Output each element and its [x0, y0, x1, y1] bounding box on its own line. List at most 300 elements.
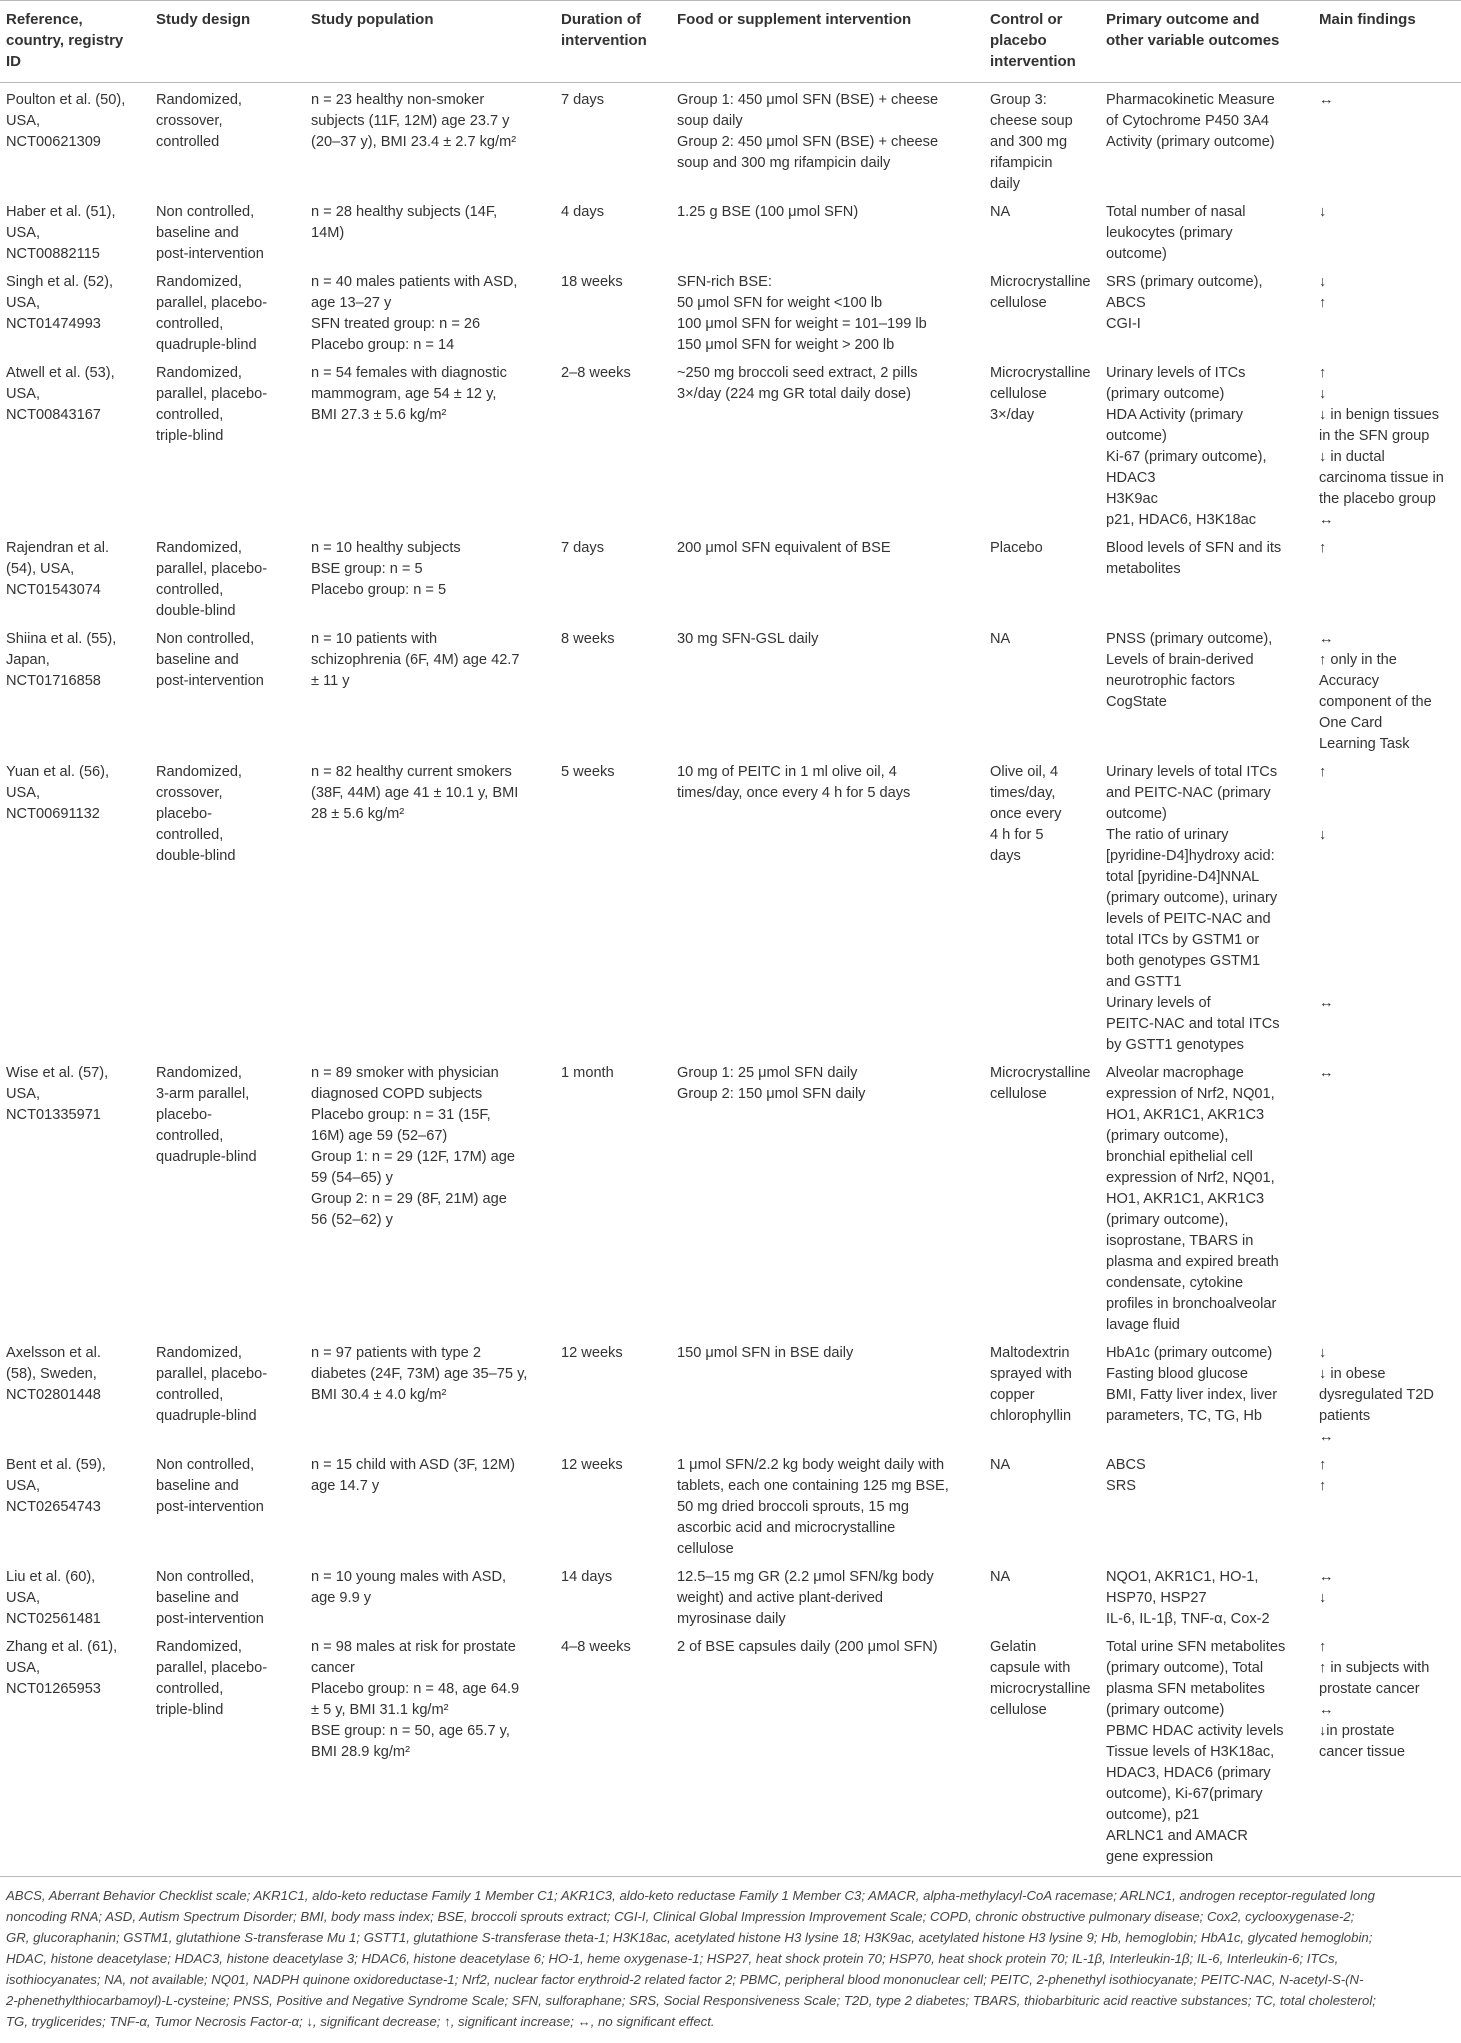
cell-line: [1319, 909, 1455, 930]
cell-outcomes: [1100, 1056, 1313, 1336]
cell-reference: [0, 1336, 150, 1448]
cell-line: USA,: [6, 225, 41, 241]
cell-control: [984, 1448, 1100, 1560]
cell-line: once every: [990, 806, 1062, 822]
cell-line: NCT00691132: [6, 806, 100, 822]
header-line: Control or: [990, 11, 1063, 28]
cell-line: 1.25 g BSE (100 μmol SFN): [677, 204, 859, 220]
cell-line: of Cytochrome P450 3A4: [1106, 113, 1270, 129]
cell-line: crossover,: [156, 785, 223, 801]
cell-line: Randomized,: [156, 274, 242, 290]
cell-control: [984, 755, 1100, 1056]
header-line: Food or supplement intervention: [677, 11, 912, 28]
cell-line: Randomized,: [156, 365, 242, 381]
cell-duration: [555, 265, 671, 356]
cell-line: triple-blind: [156, 1702, 224, 1718]
cell-line: [1319, 972, 1455, 993]
cell-line: and PEITC-NAC (primary: [1106, 785, 1271, 801]
cell-line: plasma SFN metabolites: [1106, 1681, 1265, 1697]
cell-line: USA,: [6, 1660, 41, 1676]
cell-line: H3K9ac: [1106, 491, 1158, 507]
cell-line: n = 15 child with ASD (3F, 12M): [311, 1457, 515, 1473]
cell-line: Randomized,: [156, 92, 242, 108]
header-study-design: [150, 1, 305, 83]
cell-line: leukocytes (primary: [1106, 225, 1233, 241]
cell-intervention: [671, 755, 984, 1056]
cell-line: expression of Nrf2, NQ01,: [1106, 1170, 1275, 1186]
cell-line: Group 2: 450 μmol SFN (BSE) + cheese: [677, 134, 939, 150]
cell-intervention: [671, 83, 984, 196]
cell-line: ↑: [1319, 764, 1327, 780]
cell-outcomes: [1100, 83, 1313, 196]
cell-line: Microcrystalline: [990, 1065, 1091, 1081]
cell-line: 3×/day (224 mg GR total daily dose): [677, 386, 912, 402]
cell-line: ↔: [1319, 1569, 1334, 1585]
cell-duration: [555, 1336, 671, 1448]
cell-line: post-intervention: [156, 246, 264, 262]
cell-line: cancer: [311, 1660, 355, 1676]
cell-study-population: [305, 1056, 555, 1336]
cell-line: age 9.9 y: [311, 1590, 372, 1606]
cell-outcomes: [1100, 356, 1313, 531]
cell-line: parameters, TC, TG, Hb: [1106, 1408, 1262, 1424]
cell-line: levels of PEITC-NAC and: [1106, 911, 1271, 927]
cell-line: parallel, placebo-: [156, 1660, 268, 1676]
cell-line: Japan,: [6, 652, 50, 668]
cell-line: ↔: [1319, 92, 1334, 108]
cell-line: controlled: [156, 134, 220, 150]
cell-line: SRS: [1106, 1478, 1137, 1494]
header-line: placebo: [990, 32, 1047, 49]
footnote-line: TG, tryglicerides; TNF-α, Tumor Necrosis Factor-α; ↓, significant decrease; ↑, significant increase; ↔, no significant effect.: [6, 2014, 715, 2029]
cell-reference: [0, 265, 150, 356]
cell-line: Randomized,: [156, 540, 242, 556]
cell-line: NA: [990, 631, 1011, 647]
cell-line: NA: [990, 1457, 1011, 1473]
cell-line: ↑: [1319, 365, 1327, 381]
cell-line: 1 μmol SFN/2.2 kg body weight daily with: [677, 1457, 945, 1473]
cell-findings: [1313, 1056, 1461, 1336]
cell-study-design: [150, 1560, 305, 1630]
cell-line: post-intervention: [156, 1611, 264, 1627]
cell-duration: [555, 755, 671, 1056]
footnote-line: GR, glucoraphanin; GSTM1, glutathione S-transferase Mu 1; GSTT1, glutathione S-transferase theta-1; H3K18ac, acetylated histone H3 lysine 18; H3K9ac, acetylated histone H3 lysine 9; Hb, hemoglobin; HbA1c, glycated hemoglobin;: [6, 1930, 1373, 1945]
cell-line: ↑: [1319, 540, 1327, 556]
cell-line: 5 weeks: [561, 764, 615, 780]
cell-line: SRS (primary outcome),: [1106, 274, 1263, 290]
cell-line: 59 (54–65) y: [311, 1170, 393, 1186]
cell-line: outcome): [1106, 428, 1167, 444]
cell-study-design: [150, 755, 305, 1056]
cell-line: 3×/day: [990, 407, 1035, 423]
cell-line: BMI 28.9 kg/m²: [311, 1744, 410, 1760]
cell-line: ↓: [1319, 1345, 1327, 1361]
cell-line: ↔: [1319, 1702, 1334, 1718]
cell-findings: [1313, 622, 1461, 755]
cell-line: Wise et al. (57),: [6, 1065, 109, 1081]
cell-duration: [555, 195, 671, 265]
cell-line: n = 10 young males with ASD,: [311, 1569, 507, 1585]
cell-line: [1319, 804, 1455, 825]
cell-line: Alveolar macrophage: [1106, 1065, 1244, 1081]
cell-line: cellulose: [990, 295, 1047, 311]
cell-line: neurotrophic factors: [1106, 673, 1235, 689]
cell-line: PNSS (primary outcome),: [1106, 631, 1273, 647]
cell-line: Urinary levels of ITCs: [1106, 365, 1246, 381]
cell-control: [984, 1630, 1100, 1876]
cell-reference: [0, 1560, 150, 1630]
cell-line: 14M): [311, 225, 345, 241]
cell-outcomes: [1100, 1560, 1313, 1630]
cell-line: USA,: [6, 386, 41, 402]
cell-line: (primary outcome), urinary: [1106, 890, 1278, 906]
cell-line: Shiina et al. (55),: [6, 631, 117, 647]
cell-line: cellulose: [990, 1702, 1047, 1718]
cell-line: ± 11 y: [311, 673, 350, 689]
cell-line: Levels of brain-derived: [1106, 652, 1254, 668]
cell-line: NCT01265953: [6, 1681, 101, 1697]
cell-line: quadruple-blind: [156, 1149, 257, 1165]
cell-line: in the SFN group: [1319, 428, 1430, 444]
cell-line: Atwell et al. (53),: [6, 365, 115, 381]
cell-line: n = 10 patients with: [311, 631, 438, 647]
cell-line: NCT02801448: [6, 1387, 101, 1403]
cell-line: soup daily: [677, 113, 743, 129]
cell-line: triple-blind: [156, 428, 224, 444]
cell-line: gene expression: [1106, 1849, 1214, 1865]
cell-line: Fasting blood glucose: [1106, 1366, 1248, 1382]
cell-line: age 13–27 y: [311, 295, 392, 311]
cell-line: Maltodextrin: [990, 1345, 1070, 1361]
cell-line: outcome): [1106, 246, 1167, 262]
cell-line: 10 mg of PEITC in 1 ml olive oil, 4: [677, 764, 897, 780]
cell-line: ↑: [1319, 1478, 1327, 1494]
cell-line: CGI-I: [1106, 316, 1141, 332]
cell-line: Non controlled,: [156, 1569, 255, 1585]
cell-line: (primary outcome): [1106, 386, 1225, 402]
cell-line: outcome): [1106, 806, 1167, 822]
cell-findings: [1313, 1448, 1461, 1560]
cell-outcomes: [1100, 1448, 1313, 1560]
cell-reference: [0, 1056, 150, 1336]
cell-line: 4 h for 5: [990, 827, 1044, 843]
cell-line: ↔: [1319, 1429, 1334, 1445]
cell-line: n = 98 males at risk for prostate: [311, 1639, 516, 1655]
cell-line: HbA1c (primary outcome): [1106, 1345, 1273, 1361]
cell-line: carcinoma tissue in: [1319, 470, 1444, 486]
cell-control: [984, 531, 1100, 622]
table-row: [0, 1056, 1461, 1336]
cell-line: controlled,: [156, 1681, 224, 1697]
cell-line: post-intervention: [156, 1499, 264, 1515]
cell-outcomes: [1100, 1336, 1313, 1448]
cell-study-population: [305, 356, 555, 531]
cell-line: ↓ in ductal: [1319, 449, 1385, 465]
cell-duration: [555, 83, 671, 196]
cell-line: NCT01474993: [6, 316, 101, 332]
cell-control: [984, 356, 1100, 531]
cell-line: baseline and: [156, 1478, 239, 1494]
cell-line: baseline and: [156, 225, 239, 241]
cell-control: [984, 83, 1100, 196]
cell-line: ↓: [1319, 204, 1327, 220]
cell-line: Pharmacokinetic Measure: [1106, 92, 1275, 108]
cell-line: BMI 27.3 ± 5.6 kg/m²: [311, 407, 447, 423]
cell-intervention: [671, 356, 984, 531]
cell-duration: [555, 1560, 671, 1630]
cell-study-design: [150, 265, 305, 356]
cell-line: age 14.7 y: [311, 1478, 380, 1494]
cell-line: Rajendran et al.: [6, 540, 110, 556]
cell-reference: [0, 1448, 150, 1560]
cell-line: cancer tissue: [1319, 1744, 1405, 1760]
cell-line: post-intervention: [156, 673, 264, 689]
cell-outcomes: [1100, 622, 1313, 755]
cell-line: 12 weeks: [561, 1457, 623, 1473]
cell-line: Randomized,: [156, 1065, 242, 1081]
cell-line: subjects (11F, 12M) age 23.7 y: [311, 113, 510, 129]
header-line: Duration of: [561, 11, 641, 28]
cell-duration: [555, 1056, 671, 1336]
cell-line: 150 μmol SFN in BSE daily: [677, 1345, 854, 1361]
cell-findings: [1313, 755, 1461, 1056]
cell-line: chlorophyllin: [990, 1408, 1072, 1424]
cell-line: Non controlled,: [156, 631, 255, 647]
cell-study-population: [305, 755, 555, 1056]
cell-line: BSE group: n = 5: [311, 561, 423, 577]
cell-duration: [555, 356, 671, 531]
cell-line: (58), Sweden,: [6, 1366, 97, 1382]
cell-study-design: [150, 195, 305, 265]
cell-line: 2–8 weeks: [561, 365, 631, 381]
cell-line: ~250 mg broccoli seed extract, 2 pills: [677, 365, 918, 381]
cell-line: Non controlled,: [156, 1457, 255, 1473]
cell-line: copper: [990, 1387, 1035, 1403]
cell-line: 30 mg SFN-GSL daily: [677, 631, 819, 647]
header-line: Reference,: [6, 11, 83, 28]
cell-line: Olive oil, 4: [990, 764, 1059, 780]
cell-line: outcome), Ki-67(primary: [1106, 1786, 1263, 1802]
cell-study-population: [305, 622, 555, 755]
cell-line: 56 (52–62) y: [311, 1212, 393, 1228]
cell-findings: [1313, 1336, 1461, 1448]
cell-line: Urinary levels of total ITCs: [1106, 764, 1278, 780]
cell-line: myrosinase daily: [677, 1611, 786, 1627]
cell-line: isoprostane, TBARS in: [1106, 1233, 1254, 1249]
cell-line: ↑: [1319, 295, 1327, 311]
cell-line: 12 weeks: [561, 1345, 623, 1361]
cell-line: 2 of BSE capsules daily (200 μmol SFN): [677, 1639, 938, 1655]
cell-line: PBMC HDAC activity levels: [1106, 1723, 1284, 1739]
cell-line: NCT00621309: [6, 134, 101, 150]
cell-line: both genotypes GSTM1: [1106, 953, 1261, 969]
cell-line: ↓ in benign tissues: [1319, 407, 1440, 423]
cell-line: parallel, placebo-: [156, 386, 268, 402]
cell-line: Blood levels of SFN and its: [1106, 540, 1282, 556]
cell-reference: [0, 83, 150, 196]
table-row: [0, 265, 1461, 356]
header-outcomes: [1100, 1, 1313, 83]
cell-findings: [1313, 195, 1461, 265]
cell-line: the placebo group: [1319, 491, 1436, 507]
cell-study-population: [305, 1630, 555, 1876]
cell-line: (primary outcome), Total: [1106, 1660, 1264, 1676]
cell-study-design: [150, 1336, 305, 1448]
header-duration: [555, 1, 671, 83]
cell-intervention: [671, 622, 984, 755]
cell-line: ↓: [1319, 827, 1327, 843]
cell-reference: [0, 356, 150, 531]
cell-line: PEITC-NAC and total ITCs: [1106, 1016, 1280, 1032]
cell-line: ↔: [1319, 631, 1334, 647]
cell-line: tablets, each one containing 125 mg BSE,: [677, 1478, 949, 1494]
footnote-line: 2-phenethylthiocarbamoyl)-L-cysteine; PNSS, Positive and Negative Syndrome Scale; SFN, sulforaphane; SRS, Social Responsiveness Scale; T2D, type 2 diabetes; TBARS, thiobarbituric acid reactive substances; TC, total cholesterol;: [6, 1993, 1376, 2008]
cell-control: [984, 1336, 1100, 1448]
cell-intervention: [671, 1630, 984, 1876]
cell-line: CogState: [1106, 694, 1167, 710]
header-line: Study population: [311, 11, 434, 28]
cell-line: prostate cancer: [1319, 1681, 1420, 1697]
cell-line: ↓in prostate: [1319, 1723, 1395, 1739]
cell-line: ↔: [1319, 995, 1334, 1011]
cell-line: schizophrenia (6F, 4M) age 42.7: [311, 652, 520, 668]
cell-line: cheese soup: [990, 113, 1073, 129]
cell-line: USA,: [6, 785, 41, 801]
cell-line: Poulton et al. (50),: [6, 92, 126, 108]
table-row: [0, 622, 1461, 755]
cell-intervention: [671, 265, 984, 356]
cell-line: parallel, placebo-: [156, 561, 268, 577]
cell-study-population: [305, 1560, 555, 1630]
cell-line: quadruple-blind: [156, 1408, 257, 1424]
cell-line: HDA Activity (primary: [1106, 407, 1244, 423]
header-line: intervention: [990, 53, 1076, 70]
cell-line: ± 5 y, BMI 31.1 kg/m²: [311, 1702, 449, 1718]
cell-study-design: [150, 83, 305, 196]
cell-reference: [0, 195, 150, 265]
cell-line: One Card: [1319, 715, 1383, 731]
cell-line: Haber et al. (51),: [6, 204, 116, 220]
cell-line: parallel, placebo-: [156, 295, 268, 311]
cell-line: ↔: [1319, 1065, 1334, 1081]
cell-line: expression of Nrf2, NQ01,: [1106, 1086, 1275, 1102]
cell-line: HO1, AKR1C1, AKR1C3: [1106, 1191, 1265, 1207]
cell-line: bronchial epithelial cell: [1106, 1149, 1253, 1165]
cell-findings: [1313, 1630, 1461, 1876]
cell-line: Tissue levels of H3K18ac,: [1106, 1744, 1275, 1760]
cell-study-design: [150, 1630, 305, 1876]
cell-line: profiles in bronchoalveolar: [1106, 1296, 1277, 1312]
header-intervention: [671, 1, 984, 83]
cell-line: [1319, 783, 1455, 804]
cell-line: quadruple-blind: [156, 337, 257, 353]
cell-line: n = 89 smoker with physician: [311, 1065, 499, 1081]
header-main-findings: [1313, 1, 1461, 83]
cell-line: Placebo group: n = 5: [311, 582, 447, 598]
header-control: [984, 1, 1100, 83]
cell-line: 3-arm parallel,: [156, 1086, 250, 1102]
table-row: [0, 1336, 1461, 1448]
cell-line: Activity (primary outcome): [1106, 134, 1275, 150]
header-line: Study design: [156, 11, 251, 28]
cell-line: Total urine SFN metabolites: [1106, 1639, 1286, 1655]
cell-line: plasma and expired breath: [1106, 1254, 1279, 1270]
cell-line: NCT01335971: [6, 1107, 101, 1123]
cell-study-population: [305, 1336, 555, 1448]
cell-line: [1319, 888, 1455, 909]
cell-line: NCT02561481: [6, 1611, 101, 1627]
cell-line: Ki-67 (primary outcome),: [1106, 449, 1267, 465]
cell-line: daily: [990, 176, 1021, 192]
table-body: [0, 83, 1461, 1877]
cell-line: 8 weeks: [561, 631, 615, 647]
cell-line: n = 97 patients with type 2: [311, 1345, 481, 1361]
cell-line: 14 days: [561, 1569, 613, 1585]
cell-line: ABCS: [1106, 1457, 1146, 1473]
cell-line: Zhang et al. (61),: [6, 1639, 118, 1655]
cell-study-design: [150, 1056, 305, 1336]
cell-line: [1319, 930, 1455, 951]
cell-line: Group 1: 25 μmol SFN daily: [677, 1065, 858, 1081]
cell-line: 7 days: [561, 92, 604, 108]
cell-line: NCT00843167: [6, 407, 101, 423]
header-line: ID: [6, 53, 21, 70]
cell-control: [984, 622, 1100, 755]
cell-study-population: [305, 531, 555, 622]
cell-line: n = 54 females with diagnostic: [311, 365, 507, 381]
cell-line: 7 days: [561, 540, 604, 556]
header-line: other variable outcomes: [1106, 32, 1280, 49]
cell-line: USA,: [6, 1478, 41, 1494]
cell-line: (54), USA,: [6, 561, 75, 577]
cell-line: 150 μmol SFN for weight > 200 lb: [677, 337, 895, 353]
cell-line: double-blind: [156, 603, 236, 619]
cell-line: diagnosed COPD subjects: [311, 1086, 483, 1102]
cell-line: HDAC3: [1106, 470, 1156, 486]
cell-line: (primary outcome),: [1106, 1128, 1229, 1144]
cell-line: Group 3:: [990, 92, 1047, 108]
cell-line: n = 23 healthy non-smoker: [311, 92, 485, 108]
cell-duration: [555, 531, 671, 622]
footnote-line: noncoding RNA; ASD, Autism Spectrum Disorder; BMI, body mass index; BSE, broccoli sprouts extract; CGI-I, Clinical Global Impression Improvement Scale; COPD, chronic obstructive pulmonary disease; Cox2, cyclooxygenase-2;: [6, 1909, 1355, 1924]
table-row: [0, 83, 1461, 196]
cell-line: [1319, 867, 1455, 888]
cell-control: [984, 265, 1100, 356]
cell-line: ↓ in obese: [1319, 1366, 1386, 1382]
header-line: intervention: [561, 32, 647, 49]
cell-line: ↑: [1319, 1457, 1327, 1473]
cell-line: Axelsson et al.: [6, 1345, 101, 1361]
cell-study-design: [150, 1448, 305, 1560]
cell-line: cellulose: [677, 1541, 734, 1557]
cell-intervention: [671, 1448, 984, 1560]
cell-intervention: [671, 195, 984, 265]
cell-line: Liu et al. (60),: [6, 1569, 96, 1585]
cell-reference: [0, 531, 150, 622]
cell-line: ↓: [1319, 1590, 1327, 1606]
cell-line: 50 mg dried broccoli sprouts, 15 mg: [677, 1499, 909, 1515]
cell-line: p21, HDAC6, H3K18ac: [1106, 512, 1257, 528]
cell-study-population: [305, 195, 555, 265]
cell-line: Microcrystalline: [990, 365, 1091, 381]
cell-line: diabetes (24F, 73M) age 35–75 y,: [311, 1366, 528, 1382]
cell-line: controlled,: [156, 316, 224, 332]
cell-line: cellulose: [990, 1086, 1047, 1102]
cell-line: double-blind: [156, 848, 236, 864]
table-row: [0, 195, 1461, 265]
cell-line: Singh et al. (52),: [6, 274, 114, 290]
cell-line: and 300 mg: [990, 134, 1068, 150]
